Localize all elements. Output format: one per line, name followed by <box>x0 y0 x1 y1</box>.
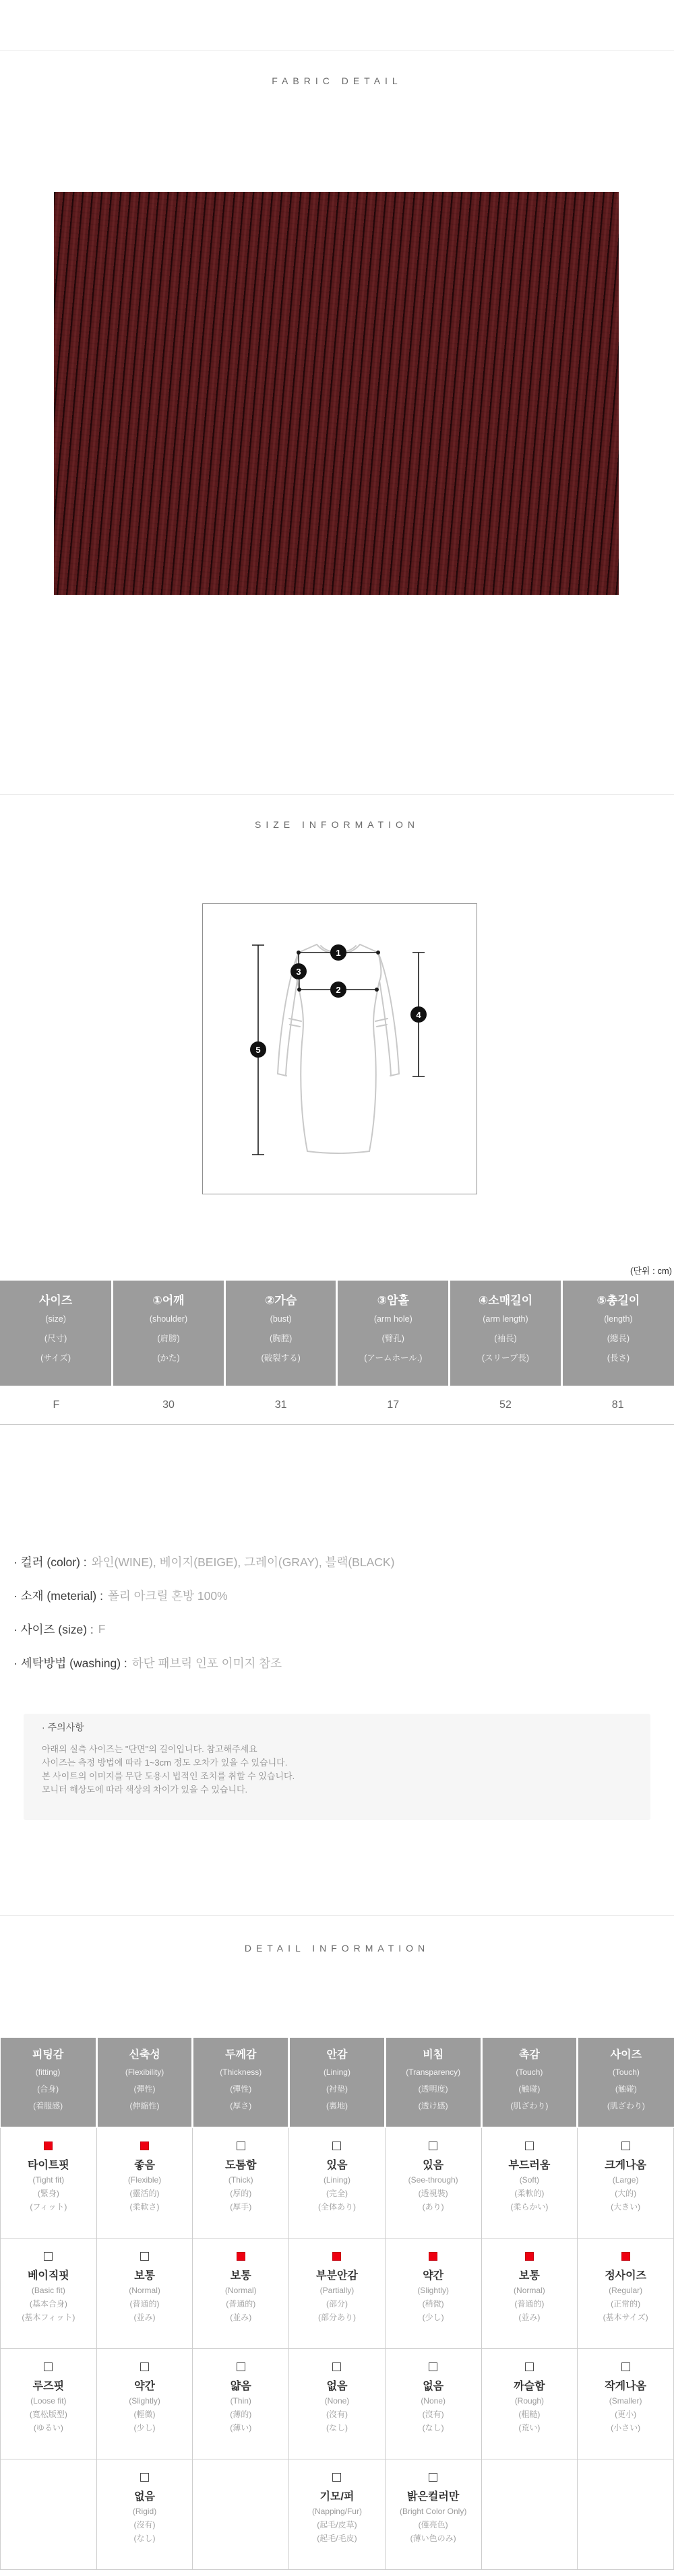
option-jp: (並み) <box>230 2313 252 2322</box>
detail-option-cell <box>193 2239 289 2349</box>
option-en: (Slightly) <box>129 2396 160 2406</box>
option-en: (Napping/Fur) <box>311 2507 362 2516</box>
option-en: (Large) <box>612 2175 639 2185</box>
svg-text:2: 2 <box>336 985 341 995</box>
option-checkbox <box>237 2362 245 2371</box>
option-en: (Slightly) <box>417 2286 449 2295</box>
detail-header-jp: (裏地) <box>326 2101 348 2111</box>
option-en: (Partially) <box>319 2286 355 2295</box>
detail-header-jp: (肌ざわり) <box>510 2101 549 2111</box>
option-jp: (大きい) <box>611 2202 641 2212</box>
option-checkbox <box>237 2142 245 2150</box>
detail-header-en: (Thickness) <box>220 2067 262 2077</box>
size-header-cn: (總長) <box>607 1334 630 1343</box>
size-header-jp: (かた) <box>157 1353 180 1363</box>
option-en: (Rigid) <box>132 2507 157 2516</box>
detail-option-cell <box>481 2349 578 2459</box>
option-ko: 작게나옴 <box>605 2381 647 2392</box>
size-header-cell <box>113 1281 225 1386</box>
product-info-label: · 컬러 (color) : <box>13 1555 87 1569</box>
option-ko: 기모/퍼 <box>319 2491 355 2503</box>
option-ko: 보통 <box>134 2270 156 2282</box>
detail-table-row <box>1 2459 674 2570</box>
option-en: (Regular) <box>609 2286 643 2295</box>
option-ko: 타이트핏 <box>27 2160 69 2171</box>
detail-option-cell <box>1 2349 97 2459</box>
option-cn: (更小) <box>615 2410 637 2419</box>
detail-option-cell <box>96 2239 193 2349</box>
detail-empty-cell <box>193 2459 289 2570</box>
option-ko: 있음 <box>326 2160 348 2171</box>
size-table-value-row <box>0 1386 674 1425</box>
option-en: (Tight fit) <box>32 2175 65 2185</box>
unit-label: (단위 : cm) <box>630 1266 672 1276</box>
option-jp: (基本サイズ) <box>603 2313 648 2322</box>
option-ko: 있음 <box>423 2160 444 2171</box>
option-cn: (普通的) <box>514 2299 545 2309</box>
detail-option-cell <box>96 2127 193 2239</box>
size-header-cn: (臂孔) <box>381 1334 404 1343</box>
option-checkbox-checked <box>140 2142 149 2150</box>
detail-header-ko: 안감 <box>326 2049 348 2061</box>
option-en: (Normal) <box>224 2286 257 2295</box>
option-checkbox <box>44 2362 53 2371</box>
fabric-detail-heading: FABRIC DETAIL <box>272 75 402 86</box>
size-header-cell <box>0 1281 113 1386</box>
option-jp: (小さい) <box>611 2423 641 2433</box>
option-checkbox-checked <box>332 2252 341 2261</box>
detail-option-cell <box>1 2127 97 2239</box>
marker-3 <box>290 963 307 979</box>
option-checkbox-checked <box>429 2252 437 2261</box>
product-info-line <box>13 1578 661 1612</box>
option-en: (None) <box>421 2396 446 2406</box>
option-ko: 보통 <box>230 2270 251 2282</box>
size-value-cell: F <box>0 1386 113 1425</box>
option-cn: (基本合身) <box>29 2299 67 2309</box>
detail-option-cell <box>289 2349 386 2459</box>
detail-empty-cell <box>481 2459 578 2570</box>
detail-information-table <box>0 2038 674 2570</box>
option-cn: (薄的) <box>230 2410 252 2419</box>
option-jp: (ゆるい) <box>33 2423 63 2433</box>
size-header-cell <box>224 1281 337 1386</box>
option-ko: 도톰함 <box>225 2160 257 2171</box>
detail-header-cn: (触碰) <box>518 2084 541 2094</box>
detail-header-ko: 촉감 <box>518 2049 540 2061</box>
size-header-ko: ④소매길이 <box>478 1294 532 1307</box>
svg-text:5: 5 <box>255 1045 261 1055</box>
detail-option-cell <box>96 2349 193 2459</box>
detail-option-cell <box>289 2459 386 2570</box>
option-ko: 얇음 <box>230 2381 251 2392</box>
size-header-en: (shoulder) <box>149 1314 188 1324</box>
detail-header-cn: (透明度) <box>418 2084 448 2094</box>
detail-table-body <box>1 2127 674 2570</box>
size-diagram <box>202 903 477 1194</box>
option-jp: (柔らかい) <box>510 2202 549 2212</box>
size-value-cell: 17 <box>337 1386 450 1425</box>
option-cn: (大的) <box>615 2189 637 2198</box>
section-divider <box>0 1915 674 1916</box>
option-checkbox <box>525 2142 534 2150</box>
option-checkbox-checked <box>44 2142 53 2150</box>
notice-line: 사이즈는 측정 방법에 따라 1~3cm 정도 오차가 있을 수 있습니다. <box>42 1758 288 1768</box>
detail-header-cell <box>1 2038 97 2127</box>
detail-header-en: (fitting) <box>35 2067 61 2077</box>
size-table-header-row <box>0 1281 674 1386</box>
option-jp: (あり) <box>422 2202 444 2212</box>
option-checkbox <box>332 2473 341 2482</box>
option-en: (Loose fit) <box>30 2396 67 2406</box>
svg-text:4: 4 <box>416 1010 421 1020</box>
notice-panel <box>24 1714 650 1820</box>
section-divider <box>0 50 674 51</box>
detail-empty-cell <box>578 2459 674 2570</box>
size-header-cell <box>337 1281 450 1386</box>
product-info-list <box>13 1545 661 1679</box>
option-checkbox <box>332 2142 341 2150</box>
size-header-cn: (胸膛) <box>269 1334 293 1343</box>
size-header-en: (size) <box>45 1314 66 1324</box>
option-en: (Smaller) <box>609 2396 642 2406</box>
option-checkbox <box>140 2473 149 2482</box>
detail-table-row <box>1 2127 674 2239</box>
option-ko: 루즈핏 <box>32 2381 65 2392</box>
option-jp: (薄い色のみ) <box>410 2534 456 2543</box>
size-header-cn: (袖長) <box>494 1334 517 1343</box>
detail-header-ko: 두께감 <box>225 2049 257 2061</box>
detail-header-ko: 비침 <box>423 2049 444 2061</box>
detail-option-cell <box>96 2459 193 2570</box>
detail-option-cell <box>578 2127 674 2239</box>
option-en: (Thin) <box>230 2396 251 2406</box>
detail-option-cell <box>385 2127 481 2239</box>
option-cn: (沒有) <box>422 2410 444 2419</box>
notice-line: 본 사이트의 이미지를 무단 도용시 법적인 조치를 취할 수 있습니다. <box>42 1771 295 1781</box>
option-ko: 보통 <box>518 2270 540 2282</box>
detail-header-ko: 사이즈 <box>610 2049 642 2061</box>
option-checkbox <box>429 2473 437 2482</box>
product-info-label: · 사이즈 (size) : <box>13 1622 94 1636</box>
option-jp: (荒い) <box>518 2423 541 2433</box>
detail-header-cell <box>385 2038 481 2127</box>
notice-title: · 주의사항 <box>42 1722 84 1733</box>
detail-empty-cell <box>1 2459 97 2570</box>
option-cn: (厚的) <box>230 2189 252 2198</box>
option-jp: (起毛/毛皮) <box>317 2534 357 2543</box>
detail-option-cell <box>481 2127 578 2239</box>
option-ko: 까슬함 <box>514 2381 545 2392</box>
size-header-ko: ①어깨 <box>152 1294 185 1307</box>
option-cn: (沒有) <box>326 2410 348 2419</box>
option-checkbox <box>429 2362 437 2371</box>
marker-1 <box>330 944 346 961</box>
detail-option-cell <box>481 2239 578 2349</box>
option-cn: (透視裝) <box>418 2189 448 2198</box>
option-cn: (緊身) <box>37 2189 59 2198</box>
option-cn: (粗糙) <box>518 2410 541 2419</box>
option-jp: (なし) <box>326 2423 348 2433</box>
option-en: (None) <box>324 2396 350 2406</box>
option-ko: 베이직핏 <box>27 2270 69 2282</box>
product-info-line <box>13 1612 661 1646</box>
detail-option-cell <box>385 2459 481 2570</box>
detail-header-jp: (伸縮性) <box>129 2101 160 2111</box>
size-header-ko: ⑤총길이 <box>596 1294 640 1307</box>
option-checkbox <box>525 2362 534 2371</box>
option-jp: (並み) <box>133 2313 156 2322</box>
detail-header-cn: (彈性) <box>133 2084 156 2094</box>
option-en: (See-through) <box>408 2175 458 2185</box>
option-cn: (完全) <box>326 2189 348 2198</box>
option-en: (Normal) <box>514 2286 545 2295</box>
detail-header-en: (Flexibility) <box>125 2067 164 2077</box>
option-en: (Normal) <box>129 2286 160 2295</box>
option-jp: (全体あり) <box>317 2202 356 2212</box>
option-en: (Lining) <box>323 2175 350 2185</box>
detail-header-en: (Touch) <box>516 2067 543 2077</box>
size-value-cell: 52 <box>450 1386 562 1425</box>
option-jp: (少し) <box>133 2423 156 2433</box>
detail-header-cn: (合身) <box>37 2084 59 2094</box>
option-jp: (部分あり) <box>317 2313 356 2322</box>
product-info-value: F <box>98 1621 106 1636</box>
detail-header-cell <box>578 2038 674 2127</box>
detail-option-cell <box>578 2239 674 2349</box>
size-header-cell <box>561 1281 674 1386</box>
option-ko: 부분안감 <box>316 2270 358 2282</box>
option-ko: 약간 <box>423 2270 444 2282</box>
option-ko: 좋음 <box>134 2160 156 2171</box>
detail-option-cell <box>385 2349 481 2459</box>
option-cn: (僅亮色) <box>418 2520 448 2530</box>
size-header-jp: (長さ) <box>607 1353 630 1363</box>
option-cn: (部分) <box>326 2299 348 2309</box>
option-cn: (普通的) <box>226 2299 256 2309</box>
option-checkbox <box>332 2362 341 2371</box>
option-checkbox <box>44 2252 53 2261</box>
option-jp: (柔軟さ) <box>129 2202 160 2212</box>
size-table <box>0 1281 674 1425</box>
size-header-en: (arm length) <box>483 1314 528 1324</box>
product-info-line <box>13 1646 661 1679</box>
size-header-en: (arm hole) <box>373 1314 412 1324</box>
notice-line: 모니터 해상도에 따라 색상의 차이가 있을 수 있습니다. <box>42 1784 248 1795</box>
option-checkbox <box>429 2142 437 2150</box>
size-header-ko: 사이즈 <box>38 1294 73 1307</box>
detail-header-en: (Touch) <box>612 2067 640 2077</box>
detail-option-cell <box>193 2127 289 2239</box>
product-info-label: · 소재 (meterial) : <box>13 1588 103 1603</box>
size-header-cn: (肩膀) <box>157 1334 180 1343</box>
option-ko: 밝은컬러만 <box>407 2491 460 2503</box>
marker-4 <box>410 1006 427 1023</box>
section-divider <box>0 794 674 795</box>
svg-text:1: 1 <box>336 948 341 958</box>
option-jp: (なし) <box>133 2534 156 2543</box>
option-cn: (沒有) <box>133 2520 156 2530</box>
detail-option-cell <box>193 2349 289 2459</box>
option-ko: 정사이즈 <box>605 2270 647 2282</box>
detail-table-row <box>1 2239 674 2349</box>
product-info-value: 와인(WINE), 베이지(BEIGE), 그레이(GRAY), 블랙(BLACK) <box>91 1555 395 1569</box>
option-checkbox-checked <box>237 2252 245 2261</box>
option-jp: (なし) <box>422 2423 444 2433</box>
option-ko: 크게나옴 <box>605 2160 647 2171</box>
option-cn: (正常的) <box>611 2299 641 2309</box>
size-header-jp: (アームホール.) <box>364 1353 423 1363</box>
option-cn: (普通的) <box>129 2299 160 2309</box>
notice-lines <box>42 1743 650 1797</box>
detail-header-jp: (透け感) <box>418 2101 448 2111</box>
detail-header-cell <box>481 2038 578 2127</box>
size-header-jp: (スリーブ長) <box>481 1353 530 1363</box>
size-information-heading: SIZE INFORMATION <box>255 819 419 830</box>
size-header-jp: (サイズ) <box>40 1353 71 1363</box>
size-value-cell: 81 <box>561 1386 674 1425</box>
option-jp: (並み) <box>518 2313 541 2322</box>
size-header-cell <box>450 1281 562 1386</box>
detail-table-header-row <box>1 2038 674 2127</box>
marker-5 <box>250 1041 266 1058</box>
detail-table-row <box>1 2349 674 2459</box>
option-cn: (起毛/皮草) <box>317 2520 357 2530</box>
size-value-cell: 31 <box>224 1386 337 1425</box>
detail-header-jp: (着服感) <box>33 2101 63 2111</box>
detail-header-jp: (肌ざわり) <box>607 2101 645 2111</box>
option-ko: 약간 <box>134 2381 156 2392</box>
size-value-cell: 30 <box>113 1386 225 1425</box>
option-cn: (輕微) <box>133 2410 156 2419</box>
size-header-en: (bust) <box>270 1314 292 1324</box>
detail-header-cn: (触碰) <box>615 2084 637 2094</box>
size-header-ko: ②가슴 <box>265 1294 297 1307</box>
option-cn: (柔軟的) <box>514 2189 545 2198</box>
detail-header-en: (Lining) <box>323 2067 350 2077</box>
size-header-en: (length) <box>604 1314 633 1324</box>
notice-line: 아래의 실측 사이즈는 "단면"의 길이입니다. 참고해주세요 <box>42 1744 257 1754</box>
detail-option-cell <box>289 2239 386 2349</box>
option-checkbox-checked <box>525 2252 534 2261</box>
option-cn: (寬松版型) <box>29 2410 67 2419</box>
detail-option-cell <box>578 2349 674 2459</box>
option-en: (Basic fit) <box>31 2286 65 2295</box>
option-en: (Flexible) <box>127 2175 162 2185</box>
option-jp: (薄い) <box>230 2423 252 2433</box>
option-en: (Thick) <box>228 2175 253 2185</box>
size-header-jp: (破裂する) <box>261 1353 301 1363</box>
detail-information-heading: DETAIL INFORMATION <box>244 1943 430 1954</box>
size-header-cn: (尺寸) <box>44 1334 67 1343</box>
product-info-value: 폴리 아크릴 혼방 100% <box>107 1588 228 1603</box>
detail-header-ko: 신축성 <box>129 2049 160 2061</box>
option-ko: 부드러움 <box>508 2160 551 2171</box>
option-jp: (基本フィット) <box>22 2313 75 2322</box>
option-ko: 없음 <box>134 2491 156 2503</box>
fabric-swatch-image <box>54 192 619 595</box>
option-jp: (フィット) <box>30 2202 67 2212</box>
option-checkbox <box>140 2252 149 2261</box>
option-checkbox <box>140 2362 149 2371</box>
detail-option-cell <box>1 2239 97 2349</box>
detail-header-cell <box>289 2038 386 2127</box>
detail-option-cell <box>385 2239 481 2349</box>
product-info-value: 하단 패브릭 인포 이미지 참조 <box>131 1656 282 1670</box>
detail-header-cn: (衬垫) <box>326 2084 348 2094</box>
option-checkbox <box>621 2362 630 2371</box>
option-en: (Rough) <box>514 2396 545 2406</box>
detail-option-cell <box>289 2127 386 2239</box>
detail-header-cell <box>96 2038 193 2127</box>
detail-header-cn: (彈性) <box>230 2084 252 2094</box>
option-en: (Bright Color Only) <box>399 2507 467 2516</box>
option-checkbox-checked <box>621 2252 630 2261</box>
marker-2 <box>330 981 346 998</box>
detail-header-jp: (厚さ) <box>230 2101 252 2111</box>
option-cn: (稍微) <box>422 2299 444 2309</box>
detail-header-ko: 피팅감 <box>32 2049 64 2061</box>
product-info-label: · 세탁방법 (washing) : <box>13 1656 127 1670</box>
product-info-line <box>13 1545 661 1578</box>
svg-text:3: 3 <box>296 967 301 977</box>
option-ko: 없음 <box>423 2381 444 2392</box>
size-header-ko: ③암홀 <box>377 1294 409 1307</box>
detail-header-en: (Transparency) <box>406 2067 461 2077</box>
dress-measurement-illustration <box>203 904 477 1194</box>
option-jp: (少し) <box>422 2313 444 2322</box>
option-cn: (靈活的) <box>129 2189 160 2198</box>
detail-header-cell <box>193 2038 289 2127</box>
option-en: (Soft) <box>519 2175 540 2185</box>
option-checkbox <box>621 2142 630 2150</box>
option-ko: 없음 <box>326 2381 348 2392</box>
option-jp: (厚手) <box>230 2202 252 2212</box>
